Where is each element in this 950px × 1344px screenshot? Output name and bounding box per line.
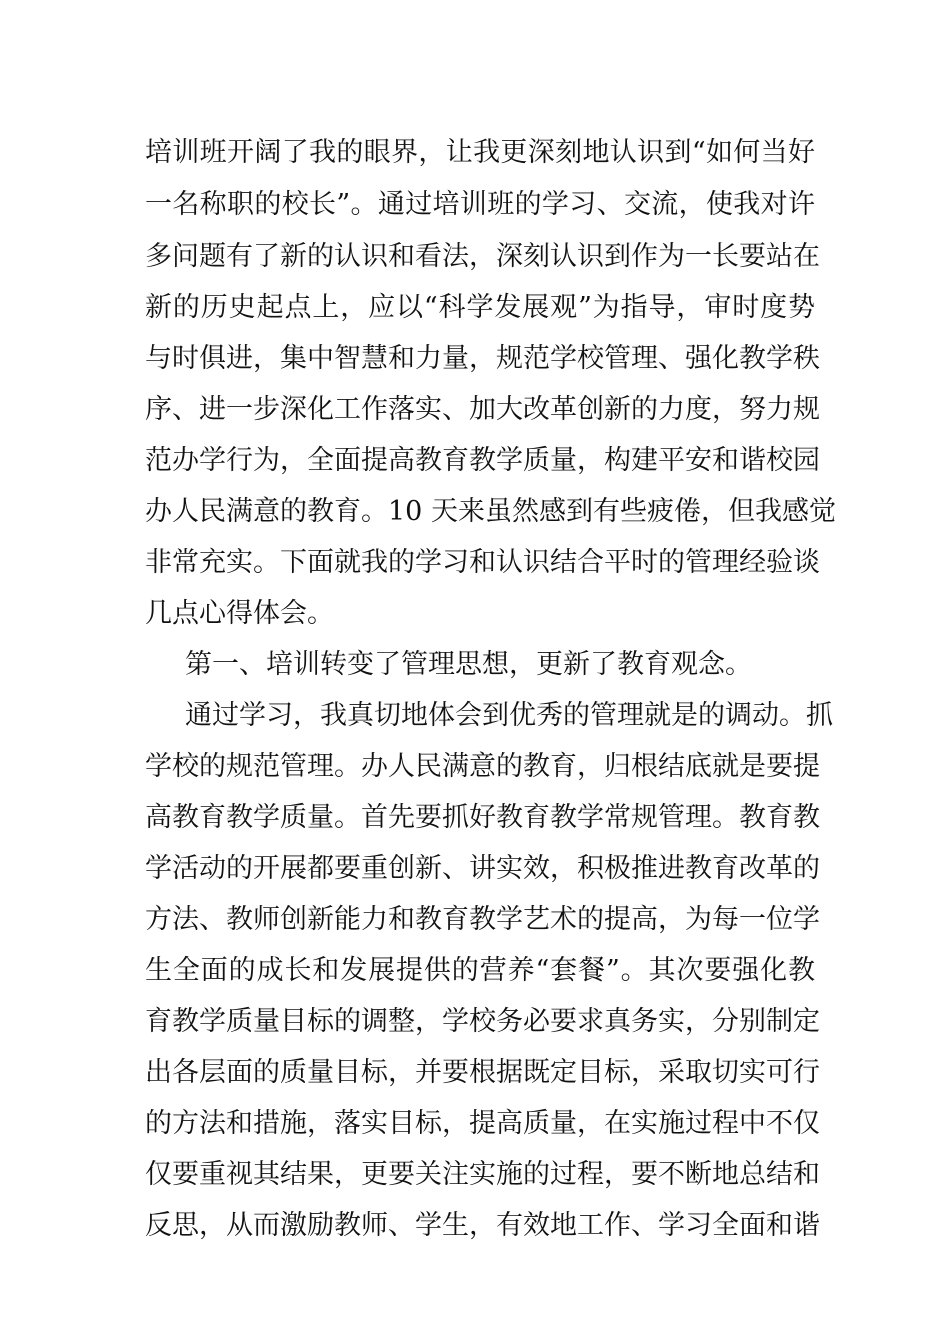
text-line: 育教学质量目标的调整，学校务必要求真务实，分别制定 xyxy=(145,1006,820,1037)
section-heading: 第一、培训转变了管理思想，更新了教育观念。 xyxy=(185,649,752,680)
text-line: 新的历史起点上，应以“科学发展观”为指导，审时度势 xyxy=(145,292,815,323)
text-line: 学校的规范管理。办人民满意的教育，归根结底就是要提 xyxy=(145,751,820,782)
text-line: 一名称职的校长”。通过培训班的学习、交流，使我对许 xyxy=(145,189,815,220)
paragraph-first-line: 通过学习，我真切地体会到优秀的管理就是的调动。抓 xyxy=(185,700,833,731)
text-line: 序、进一步深化工作落实、加大改革创新的力度，努力规 xyxy=(145,394,820,425)
text-line: 非常充实。下面就我的学习和认识结合平时的管理经验谈 xyxy=(145,547,820,578)
text-line: 的方法和措施，落实目标，提高质量，在实施过程中不仅 xyxy=(145,1108,820,1139)
text-line: 多问题有了新的认识和看法，深刻认识到作为一长要站在 xyxy=(145,241,820,272)
text-line: 方法、教师创新能力和教育教学艺术的提高，为每一位学 xyxy=(145,904,820,935)
text-line: 范办学行为，全面提高教育教学质量，构建平安和谐校园 xyxy=(145,445,820,476)
text-line: 与时俱进，集中智慧和力量，规范学校管理、强化教学秩 xyxy=(145,343,820,374)
text-line: 生全面的成长和发展提供的营养“套餐”。其次要强化教 xyxy=(145,955,815,986)
text-line: 反思，从而激励教师、学生，有效地工作、学习全面和谐 xyxy=(145,1210,820,1241)
text-line: 几点心得体会。 xyxy=(145,598,334,629)
text-line: 培训班开阔了我的眼界，让我更深刻地认识到“如何当好 xyxy=(145,137,815,168)
text-line: 出各层面的质量目标，并要根据既定目标，采取切实可行 xyxy=(145,1057,820,1088)
text-line: 办人民满意的教育。10 天来虽然感到有些疲倦，但我感觉 xyxy=(145,496,836,527)
text-line: 学活动的开展都要重创新、讲实效，积极推进教育改革的 xyxy=(145,853,820,884)
text-line: 仅要重视其结果，更要关注实施的过程，要不断地总结和 xyxy=(145,1159,820,1190)
text-line: 高教育教学质量。首先要抓好教育教学常规管理。教育教 xyxy=(145,802,820,833)
